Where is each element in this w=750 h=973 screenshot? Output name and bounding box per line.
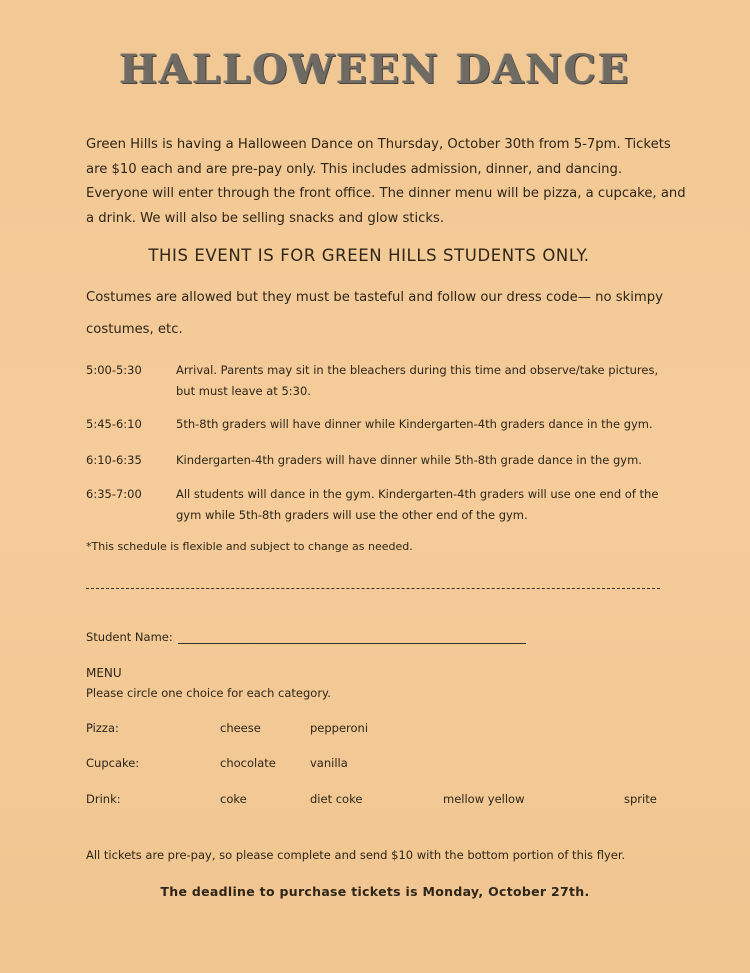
menu-heading: MENU <box>86 666 122 680</box>
menu-option-vanilla[interactable]: vanilla <box>310 756 348 770</box>
menu-category: Cupcake: <box>86 756 140 770</box>
menu-option-cheese[interactable]: cheese <box>220 721 261 735</box>
schedule-time: 6:10-6:35 <box>86 453 142 467</box>
menu-option-coke[interactable]: coke <box>220 792 247 806</box>
flyer-title: HALLOWEEN DANCE <box>119 46 631 93</box>
student-name-label: Student Name: <box>86 630 173 644</box>
menu-option-mellow-yellow[interactable]: mellow yellow <box>443 792 525 806</box>
schedule-time: 6:35-7:00 <box>86 487 142 501</box>
schedule-note: *This schedule is flexible and subject to change as needed. <box>86 540 413 553</box>
menu-category: Pizza: <box>86 721 119 735</box>
students-only-notice: THIS EVENT IS FOR GREEN HILLS STUDENTS ONLY. <box>148 246 590 265</box>
intro-paragraph: Green Hills is having a Halloween Dance on Thursday, October 30th from 5-7pm. Tickets are $10 each and are pre-pay only. This includes admission, dinner, and dancing. Everyone will enter through the front office. The dinner menu will be pizza, a cupcake, and a drink. We will also be selling snacks and glow sticks. <box>86 137 686 226</box>
schedule-desc: All students will dance in the gym. Kindergarten-4th graders will use one end of the gym while 5th-8th graders will use the other end of the gym. <box>176 487 659 522</box>
menu-option-chocolate[interactable]: chocolate <box>220 756 276 770</box>
menu-option-pepperoni[interactable]: pepperoni <box>310 721 369 735</box>
menu-option-diet-coke[interactable]: diet coke <box>310 792 363 806</box>
schedule-time: 5:00-5:30 <box>86 363 142 377</box>
schedule-time: 5:45-6:10 <box>86 417 142 431</box>
prepay-note: All tickets are pre-pay, so please complete and send $10 with the bottom portion of this flyer. <box>86 848 626 862</box>
schedule-desc: 5th-8th graders will have dinner while Kindergarten-4th graders dance in the gym. <box>176 417 653 431</box>
cut-line-divider <box>86 588 660 589</box>
menu-instruction: Please circle one choice for each category. <box>86 686 331 700</box>
student-name-field[interactable] <box>178 643 526 644</box>
menu-category: Drink: <box>86 792 121 806</box>
deadline-note: The deadline to purchase tickets is Monday, October 27th. <box>160 884 590 899</box>
schedule-desc: Arrival. Parents may sit in the bleachers during this time and observe/take pictures, but must leave at 5:30. <box>176 363 659 398</box>
menu-option-sprite[interactable]: sprite <box>624 792 657 806</box>
schedule-desc: Kindergarten-4th graders will have dinner while 5th-8th grade dance in the gym. <box>176 453 642 467</box>
costume-rule: Costumes are allowed but they must be tasteful and follow our dress code— no skimpy costumes, etc. <box>86 290 663 337</box>
